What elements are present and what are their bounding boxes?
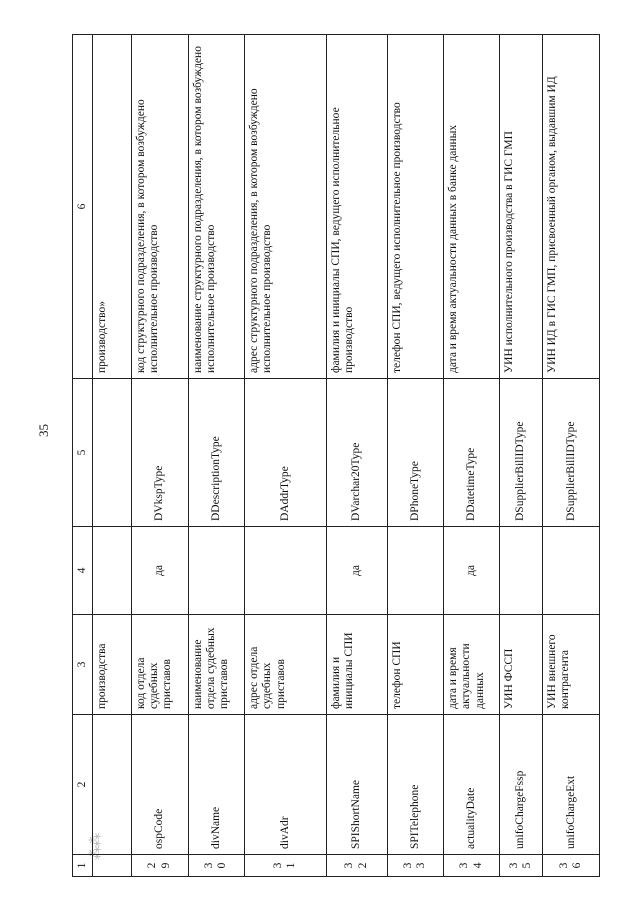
row-number: 30 bbox=[188, 855, 245, 877]
header-cell-6: 6 bbox=[73, 35, 93, 379]
field-comment: наименование структурного подразделения, в котором возбуждено исполнительное производство bbox=[188, 35, 245, 379]
required-flag bbox=[188, 527, 245, 615]
field-description: производства bbox=[92, 615, 131, 715]
field-description: фамилия и инициалы СПИ bbox=[326, 615, 387, 715]
field-type bbox=[92, 379, 131, 527]
stamp-mark: ⁂⁂ bbox=[89, 834, 104, 860]
table-row bbox=[92, 35, 131, 877]
field-name: SPIShortName bbox=[326, 715, 387, 855]
table-row bbox=[543, 35, 600, 877]
field-type: DVkspType bbox=[131, 379, 188, 527]
table-row bbox=[245, 35, 326, 877]
field-description: адрес отдела судебных приставов bbox=[245, 615, 326, 715]
row-number: 31 bbox=[245, 855, 326, 877]
row-number: 29 bbox=[131, 855, 188, 877]
table-row bbox=[131, 35, 188, 877]
field-type: DSupplierBillIDType bbox=[543, 379, 600, 527]
field-name: divName bbox=[188, 715, 245, 855]
field-type: DDescriptionType bbox=[188, 379, 245, 527]
field-comment: фамилия и инициалы СПИ, ведущего исполнительное производство bbox=[326, 35, 387, 379]
field-description: УИН внешнего контрагента bbox=[543, 615, 600, 715]
field-name: ospCode bbox=[131, 715, 188, 855]
field-type: DPhoneType bbox=[387, 379, 444, 527]
header-cell-3: 3 bbox=[73, 615, 93, 715]
field-description: наименование отдела судебных приставов bbox=[188, 615, 245, 715]
required-flag bbox=[499, 527, 542, 615]
row-number: 35 bbox=[499, 855, 542, 877]
row-number: 34 bbox=[444, 855, 500, 877]
row-number: 32 bbox=[326, 855, 387, 877]
field-type: DVarchar20Type bbox=[326, 379, 387, 527]
field-comment: код структурного подразделения, в котором возбуждено исполнительное производство bbox=[131, 35, 188, 379]
header-row bbox=[73, 35, 93, 877]
field-comment: производство» bbox=[92, 35, 131, 379]
field-name: unifoChargeFssp bbox=[499, 715, 542, 855]
header-cell-5: 5 bbox=[73, 379, 93, 527]
field-comment: телефон СПИ, ведущего исполнительное производство bbox=[387, 35, 444, 379]
field-name bbox=[92, 715, 131, 855]
field-description: телефон СПИ bbox=[387, 615, 444, 715]
field-comment: УИН ИД в ГИС ГМП, присвоенный органом, выдавшим ИД bbox=[543, 35, 600, 379]
field-comment: адрес структурного подразделения, в котором возбуждено исполнительное производство bbox=[245, 35, 326, 379]
row-number bbox=[92, 855, 131, 877]
field-name: actualityDate bbox=[444, 715, 500, 855]
page-number: 35 bbox=[36, 424, 51, 437]
row-number: 33 bbox=[387, 855, 444, 877]
table-row bbox=[444, 35, 500, 877]
field-name: divAdr bbox=[245, 715, 326, 855]
table-row bbox=[499, 35, 542, 877]
field-name: unifoChargeExt bbox=[543, 715, 600, 855]
required-flag bbox=[92, 527, 131, 615]
required-flag bbox=[543, 527, 600, 615]
table-row bbox=[326, 35, 387, 877]
field-type: DDatetimeType bbox=[444, 379, 500, 527]
required-flag: да bbox=[131, 527, 188, 615]
field-description: код отдела судебных приставов bbox=[131, 615, 188, 715]
field-description: УИН ФССП bbox=[499, 615, 542, 715]
header-cell-1: 1 bbox=[73, 855, 93, 877]
table-row bbox=[387, 35, 444, 877]
specification-table bbox=[72, 34, 600, 877]
field-comment: дата и время актуальности данных в банке данных bbox=[444, 35, 500, 379]
field-description: дата и время актуальности данных bbox=[444, 615, 500, 715]
required-flag bbox=[387, 527, 444, 615]
header-cell-2: 2 bbox=[73, 715, 93, 855]
required-flag bbox=[245, 527, 326, 615]
row-number: 36 bbox=[543, 855, 600, 877]
field-comment: УИН исполнительного производства в ГИС ГМП bbox=[499, 35, 542, 379]
table-row bbox=[188, 35, 245, 877]
rotated-table-container bbox=[72, 35, 600, 877]
field-type: DAddrType bbox=[245, 379, 326, 527]
field-type: DSupplierBillIDType bbox=[499, 379, 542, 527]
required-flag: да bbox=[326, 527, 387, 615]
required-flag: да bbox=[444, 527, 500, 615]
header-cell-4: 4 bbox=[73, 527, 93, 615]
field-name: SPITelephone bbox=[387, 715, 444, 855]
